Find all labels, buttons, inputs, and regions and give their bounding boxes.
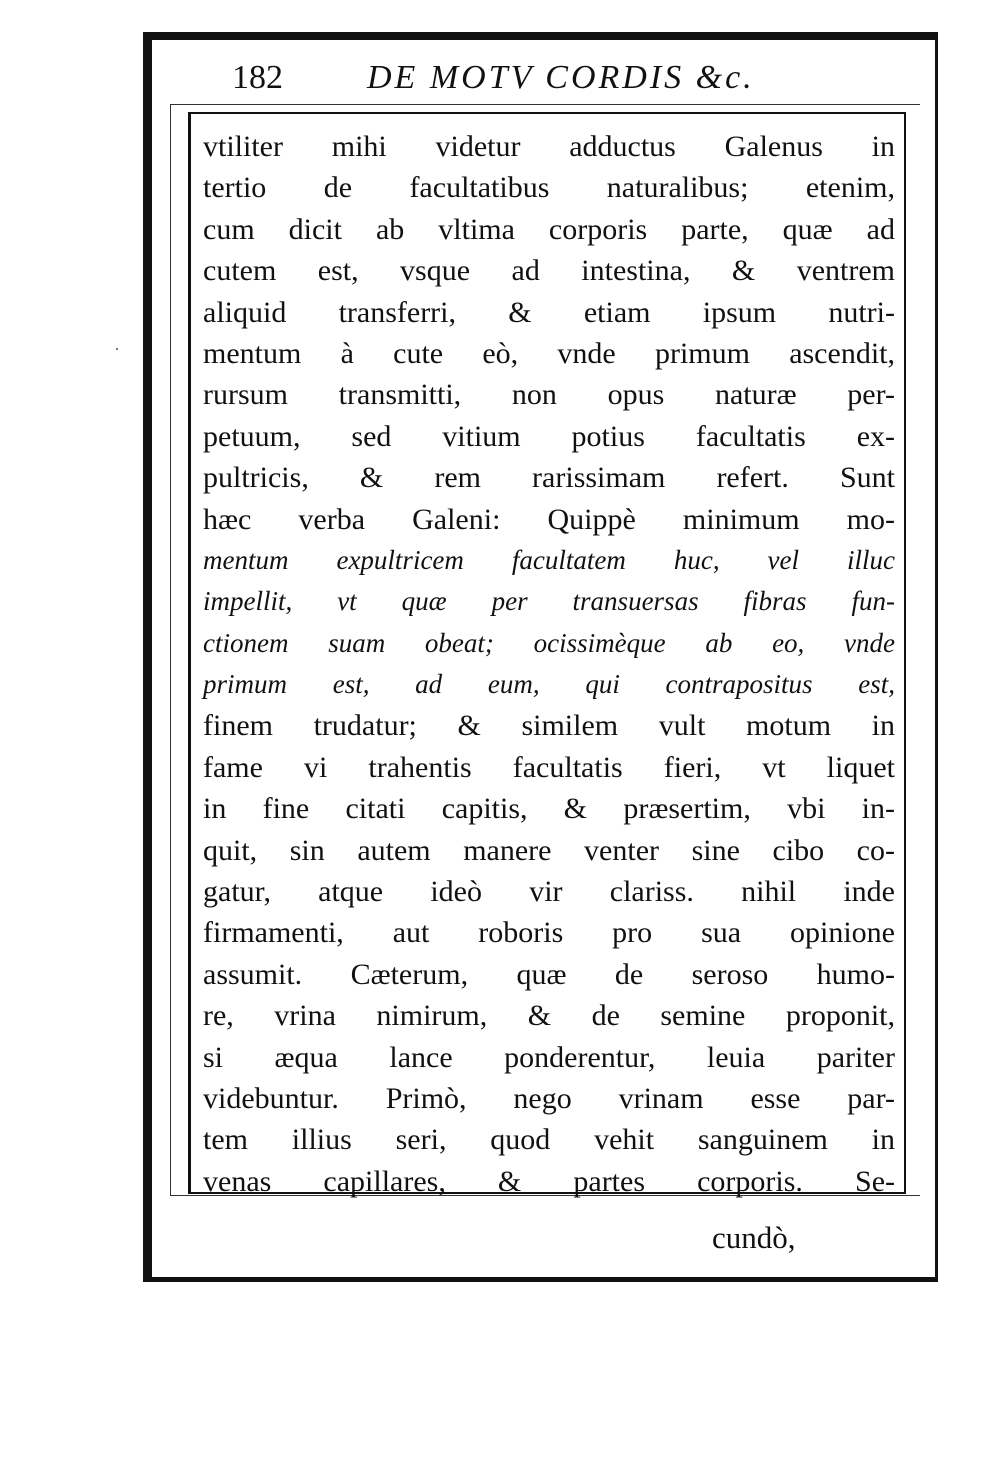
text-line: cum dicit ab vltima corporis parte, quæ ad xyxy=(203,212,895,246)
text-line: gatur, atque ideò vir clariss. nihil inde xyxy=(203,875,895,909)
text-line: tertio de facultatibus naturalibus; etenim, xyxy=(203,171,895,205)
text-line: finem trudatur; & similem vult motum in xyxy=(203,709,895,743)
text-line: videbuntur. Primò, nego vrinam esse par- xyxy=(203,1081,895,1115)
text-line: pultricis, & rem rarissimam refert. Sunt xyxy=(203,461,895,495)
text-line: ctionem suam obeat; ocissimèque ab eo, vnde xyxy=(203,627,895,658)
text-line: mentum expultricem facultatem huc, vel illuc xyxy=(203,544,895,575)
text-line: primum est, ad eum, qui contrapositus est, xyxy=(203,669,895,700)
text-line: fame vi trahentis facultatis fieri, vt liquet xyxy=(203,750,895,784)
text-line: quit, sin autem manere venter sine cibo co- xyxy=(203,833,895,867)
text-line: aliquid transferri, & etiam ipsum nutri- xyxy=(203,295,895,329)
text-line: vtiliter mihi videtur adductus Galenus in xyxy=(203,130,895,163)
running-head xyxy=(232,58,872,98)
text-line: re, vrina nimirum, & de semine proponit, xyxy=(203,999,895,1033)
text-line: venas capillares, & partes corporis. Se- xyxy=(203,1164,895,1198)
page-number: 182 xyxy=(232,59,283,96)
text-line: tem illius seri, quod vehit sanguinem in xyxy=(203,1123,895,1157)
text-line: assumit. Cæterum, quæ de seroso humo- xyxy=(203,957,895,991)
stray-ink-mark xyxy=(116,348,118,350)
text-line: mentum à cute eò, vnde primum ascendit, xyxy=(203,336,895,370)
text-line: cutem est, vsque ad intestina, & ventrem xyxy=(203,254,895,288)
text-line: in fine citati capitis, & præsertim, vbi in- xyxy=(203,792,895,826)
text-line: rursum transmitti, non opus naturæ per- xyxy=(203,378,895,412)
text-line: si æqua lance ponderentur, leuia pariter xyxy=(203,1040,895,1074)
text-line: petuum, sed vitium potius facultatis ex- xyxy=(203,419,895,453)
running-title: DE MOTV CORDIS &c. xyxy=(367,59,755,96)
text-line: hæc verba Galeni: Quippè minimum mo- xyxy=(203,502,895,536)
text-line: firmamenti, aut roboris pro sua opinione xyxy=(203,916,895,950)
text-line: impellit, vt quæ per transuersas fibras fun- xyxy=(203,586,895,617)
body-text xyxy=(203,126,895,1202)
catchword: cundò, xyxy=(712,1220,796,1255)
